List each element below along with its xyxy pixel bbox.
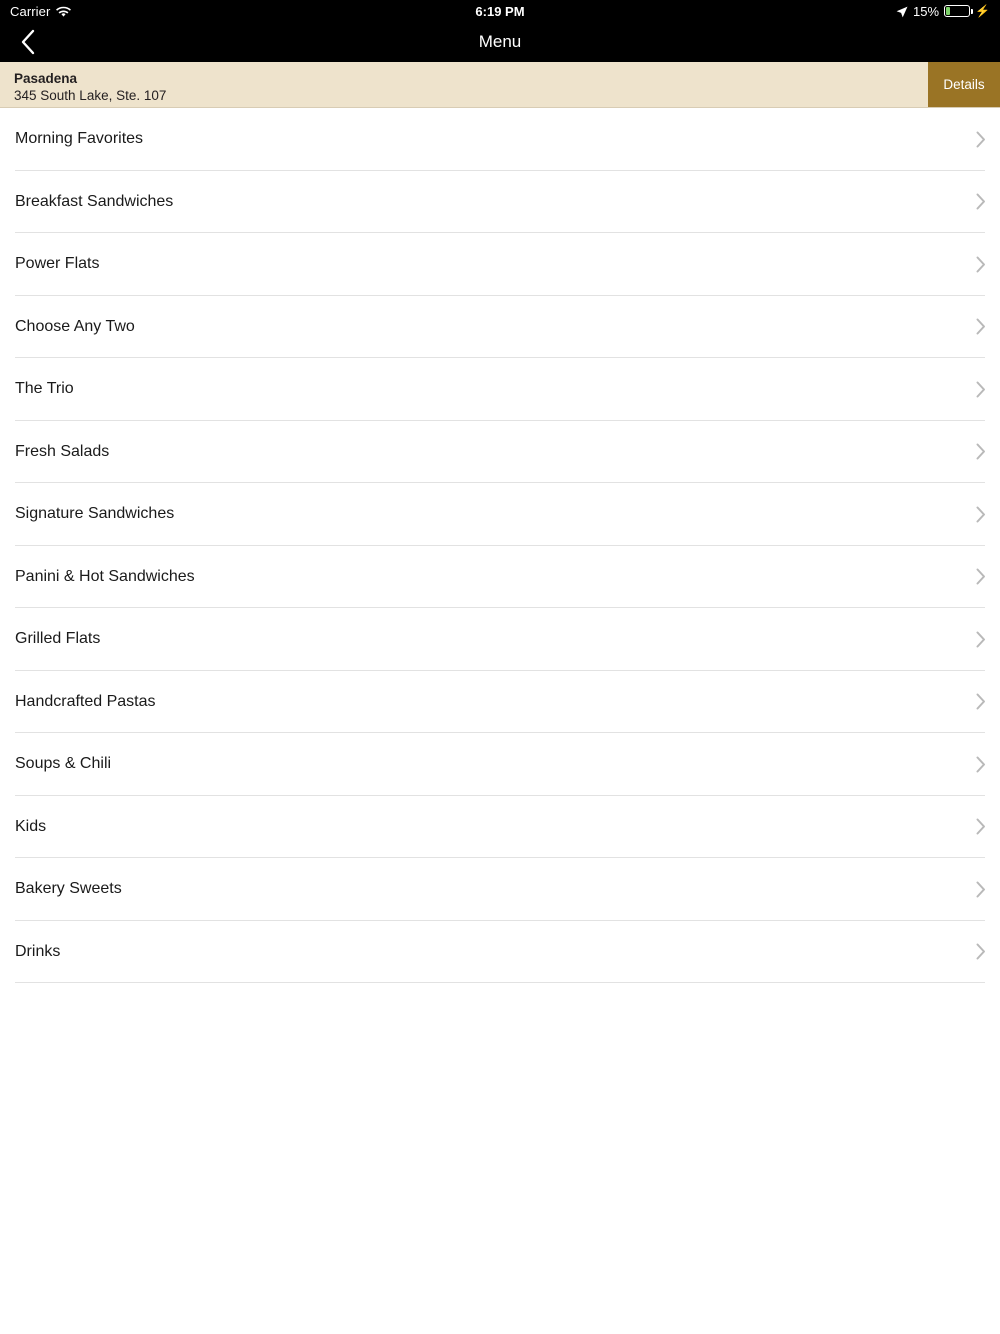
menu-category-label: Drinks [15, 942, 61, 960]
menu-category-row[interactable] [0, 921, 1000, 984]
menu-category-label: Panini & Hot Sandwiches [15, 567, 195, 585]
location-info[interactable] [0, 62, 928, 107]
menu-category-label: Power Flats [15, 255, 100, 273]
menu-category-label: Signature Sandwiches [15, 505, 175, 523]
menu-category-row[interactable] [0, 483, 1000, 546]
menu-category-row[interactable] [0, 608, 1000, 671]
chevron-right-icon [976, 256, 986, 273]
menu-category-row[interactable] [0, 358, 1000, 421]
menu-category-list [0, 108, 1000, 983]
menu-category-label: Breakfast Sandwiches [15, 192, 174, 210]
battery-fill [946, 7, 950, 15]
lightning-bolt-icon: ⚡ [975, 4, 990, 18]
menu-category-row[interactable] [0, 546, 1000, 609]
chevron-left-icon [20, 29, 36, 55]
battery-percent-label: 15% [913, 3, 940, 19]
menu-category-row[interactable] [0, 108, 1000, 171]
location-name: Pasadena [14, 71, 78, 86]
location-address: 345 South Lake, Ste. 107 [14, 88, 167, 103]
menu-category-row[interactable] [0, 671, 1000, 734]
chevron-right-icon [976, 568, 986, 585]
menu-category-row[interactable] [0, 421, 1000, 484]
navigation-bar [0, 22, 1000, 62]
details-button[interactable]: Details [928, 62, 1000, 107]
chevron-right-icon [976, 756, 986, 773]
menu-category-label: Handcrafted Pastas [15, 692, 156, 710]
menu-category-label: Soups & Chili [15, 755, 112, 773]
chevron-right-icon [976, 318, 986, 335]
chevron-right-icon [976, 506, 986, 523]
status-bar-right [896, 4, 990, 19]
menu-category-label: The Trio [15, 380, 74, 398]
menu-category-label: Bakery Sweets [15, 880, 122, 898]
menu-category-label: Kids [15, 817, 47, 835]
menu-category-row[interactable] [0, 233, 1000, 296]
chevron-right-icon [976, 443, 986, 460]
menu-category-label: Grilled Flats [15, 630, 101, 648]
status-bar-clock: 6:19 PM [475, 3, 525, 19]
chevron-right-icon [976, 631, 986, 648]
menu-category-row[interactable] [0, 858, 1000, 921]
chevron-right-icon [976, 881, 986, 898]
chevron-right-icon [976, 193, 986, 210]
back-button[interactable] [0, 22, 56, 62]
chevron-right-icon [976, 943, 986, 960]
menu-category-row[interactable] [0, 796, 1000, 859]
chevron-right-icon [976, 381, 986, 398]
wifi-icon [56, 6, 71, 18]
menu-category-row[interactable] [0, 733, 1000, 796]
menu-category-row[interactable] [0, 296, 1000, 359]
location-arrow-icon [896, 6, 908, 18]
chevron-right-icon [976, 131, 986, 148]
menu-category-label: Fresh Salads [15, 442, 110, 460]
status-bar [0, 0, 1000, 22]
menu-category-row[interactable] [0, 171, 1000, 234]
menu-category-label: Choose Any Two [15, 317, 135, 335]
chevron-right-icon [976, 693, 986, 710]
battery-icon [944, 5, 970, 17]
chevron-right-icon [976, 818, 986, 835]
menu-category-label: Morning Favorites [15, 130, 144, 148]
status-bar-left [10, 4, 71, 19]
page-title: Menu [478, 32, 522, 51]
location-banner [0, 62, 1000, 108]
carrier-label: Carrier [10, 3, 51, 19]
